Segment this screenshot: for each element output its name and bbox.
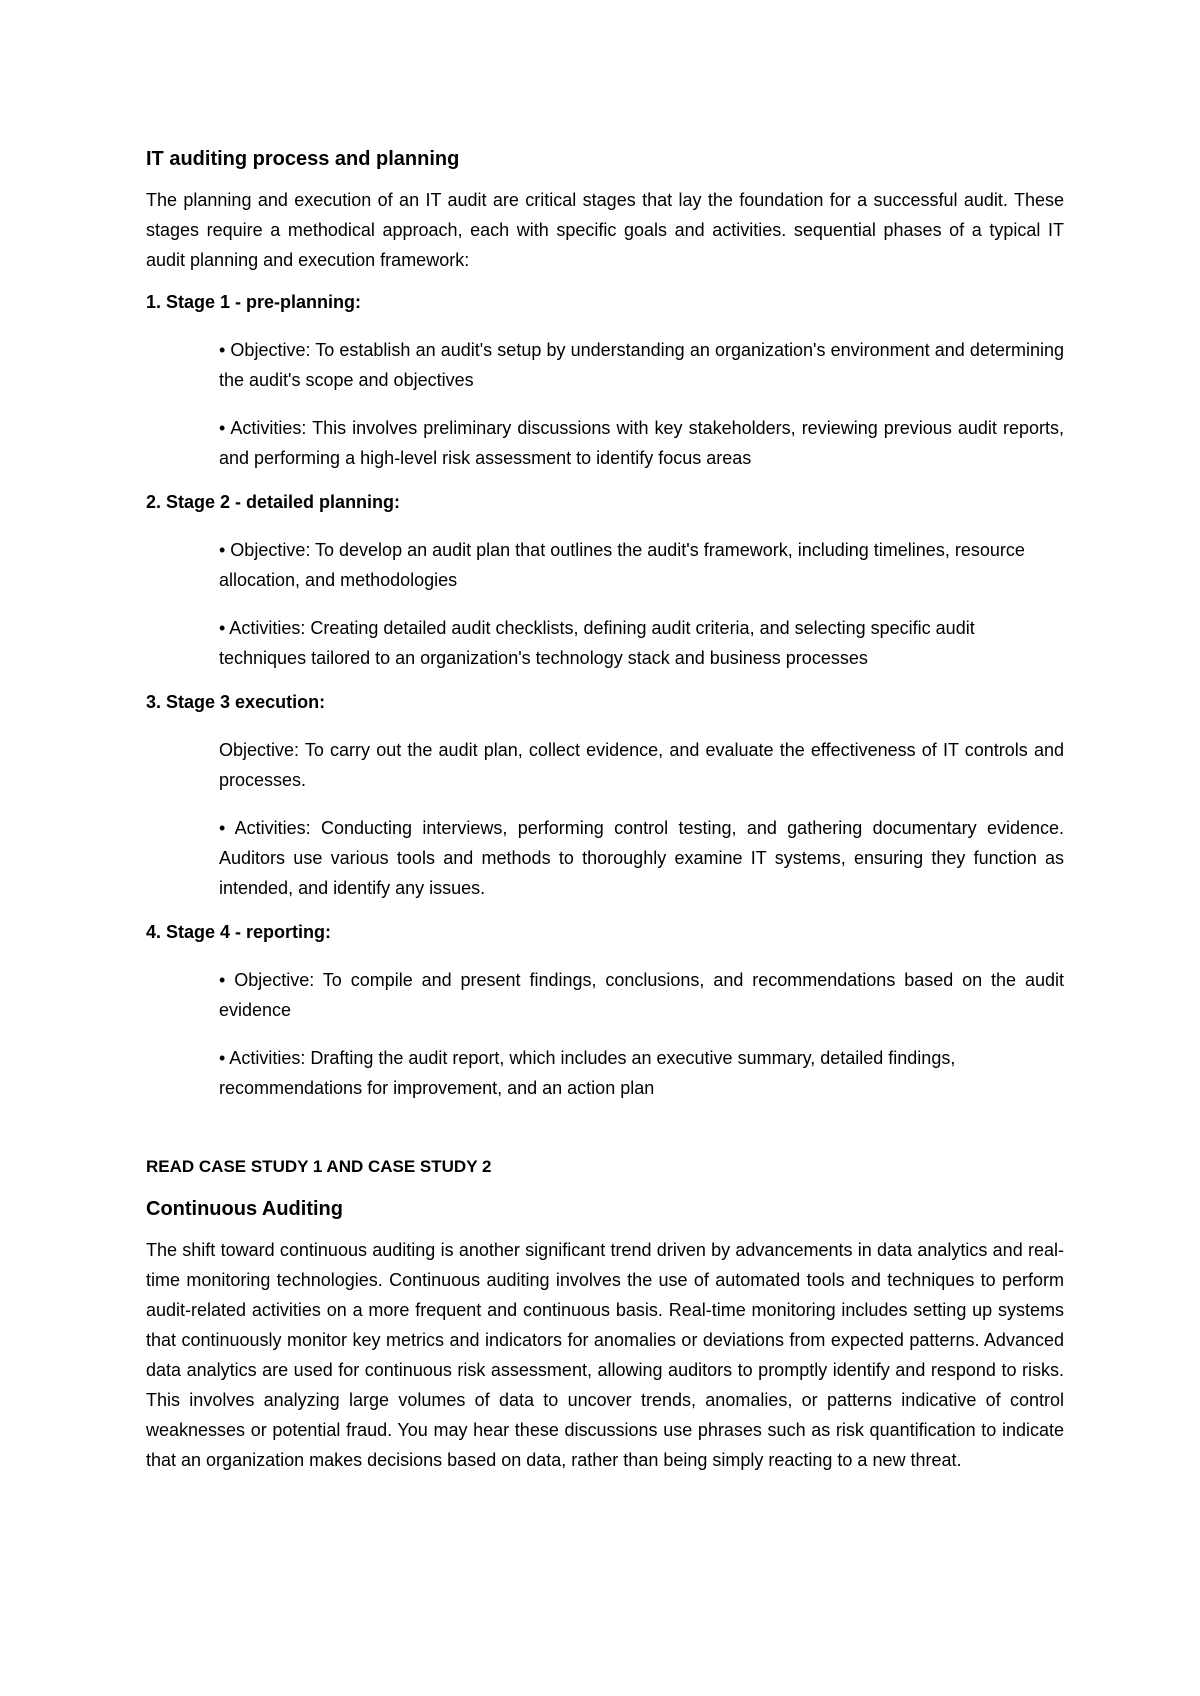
stage-objective: Objective: To carry out the audit plan, collect evidence, and evaluate the effectiveness of IT controls and processes.	[219, 740, 1064, 790]
stage-block-2	[146, 487, 1064, 673]
stage-heading: 4. Stage 4 - reporting:	[146, 922, 332, 942]
section-title: Continuous Auditing	[146, 1198, 343, 1220]
document-page	[146, 145, 1064, 1475]
stage-block-4	[146, 917, 1064, 1103]
stage-heading: 1. Stage 1 - pre-planning:	[146, 292, 362, 312]
stage-heading: 3. Stage 3 execution:	[146, 692, 326, 712]
stage-heading: 2. Stage 2 - detailed planning:	[146, 492, 401, 512]
stage-block-3	[146, 687, 1064, 903]
stage-objective: • Objective: To establish an audit's setup by understanding an organization's environment and determining the audit's scope and objectives	[219, 340, 1064, 390]
stage-objective: • Objective: To develop an audit plan that outlines the audit's framework, including timelines, resource allocation, and methodologies	[219, 540, 1025, 590]
stage-activities: • Activities: Creating detailed audit checklists, defining audit criteria, and selecting specific audit techniques tailored to an organization's technology stack and business processes	[219, 618, 975, 668]
stage-activities: • Activities: Conducting interviews, performing control testing, and gathering documentary evidence. Auditors use various tools and methods to thoroughly examine IT systems, ensuring they function as intended, and identify any issues.	[219, 818, 1064, 898]
case-study-note: READ CASE STUDY 1 AND CASE STUDY 2	[146, 1157, 492, 1176]
stage-activities: • Activities: Drafting the audit report, which includes an executive summary, detailed findings, recommendations for improvement, and an action plan	[219, 1048, 956, 1098]
stage-objective: • Objective: To compile and present findings, conclusions, and recommendations based on the audit evidence	[219, 970, 1064, 1020]
section-title: IT auditing process and planning	[146, 148, 460, 170]
stage-activities: • Activities: This involves preliminary discussions with key stakeholders, reviewing previous audit reports, and performing a high-level risk assessment to identify focus areas	[219, 418, 1064, 468]
stage-block-1	[146, 287, 1064, 473]
continuous-auditing-paragraph: The shift toward continuous auditing is another significant trend driven by advancements in data analytics and real-time monitoring technologies. Continuous auditing involves the use of automated tools and techniques to perform audit-related activities on a more frequent and continuous basis. Real-time monitoring includes setting up systems that continuously monitor key metrics and indicators for anomalies or deviations from expected patterns. Advanced data analytics are used for continuous risk assessment, allowing auditors to promptly identify and respond to risks. This involves analyzing large volumes of data to uncover trends, anomalies, or patterns indicative of control weaknesses or potential fraud. You may hear these discussions use phrases such as risk quantification to indicate that an organization makes decisions based on data, rather than being simply reacting to a new threat.	[146, 1240, 1064, 1470]
intro-paragraph: The planning and execution of an IT audit are critical stages that lay the foundation for a successful audit. These stages require a methodical approach, each with specific goals and activities. sequential phases of a typical IT audit planning and execution framework:	[146, 190, 1064, 270]
